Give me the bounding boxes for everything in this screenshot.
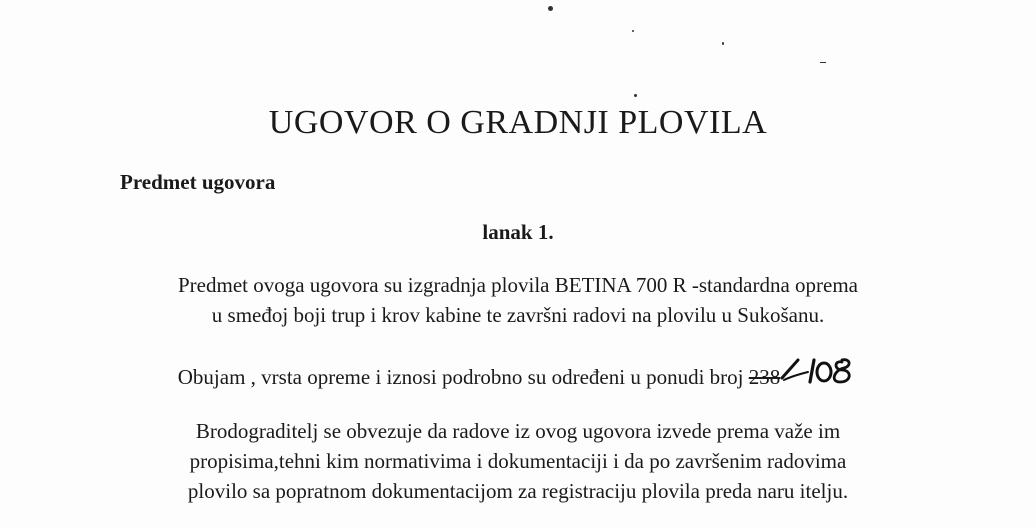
- handwritten-number-text: 108: [780, 391, 782, 392]
- article-label: lanak 1.: [482, 220, 554, 244]
- paragraph-line: plovilo sa popratnom dokumentacijom za registraciju plovila preda naru itelju.: [187, 479, 849, 503]
- handwritten-offer-number: [780, 358, 858, 394]
- scan-speck: [820, 62, 826, 63]
- scope-text: Obujam , vrsta opreme i iznosi podrobno su određeni u ponudi broj: [177, 365, 749, 389]
- scan-speck: [634, 94, 637, 97]
- paragraph-line: propisima,tehni kim normativima i dokumentaciji i da po završenim radovima: [189, 449, 847, 473]
- scan-speck: [548, 6, 553, 11]
- paragraph-obligation: [0, 416, 1036, 506]
- paragraph-line: Predmet ovoga ugovora su izgradnja plovila BETINA 700 R -standardna oprema: [178, 273, 858, 297]
- scan-speck: [632, 30, 634, 32]
- paragraph-line: Brodograditelj se obvezuje da radove iz ovog ugovora izvede prema važe im: [195, 419, 841, 443]
- scan-speck: [722, 42, 724, 45]
- section-heading: Predmet ugovora: [120, 170, 276, 194]
- paragraph-subject: [0, 270, 1036, 330]
- paragraph-scope: [0, 358, 1036, 394]
- document-title: UGOVOR O GRADNJI PLOVILA: [268, 104, 768, 141]
- paragraph-line: u smeđoj boji trup i krov kabine te završni radovi na plovilu u Sukošanu.: [211, 303, 825, 327]
- struck-offer-number: 238: [748, 365, 781, 389]
- handwritten-correction-icon: [780, 352, 860, 392]
- paragraph-line: [0, 358, 1036, 394]
